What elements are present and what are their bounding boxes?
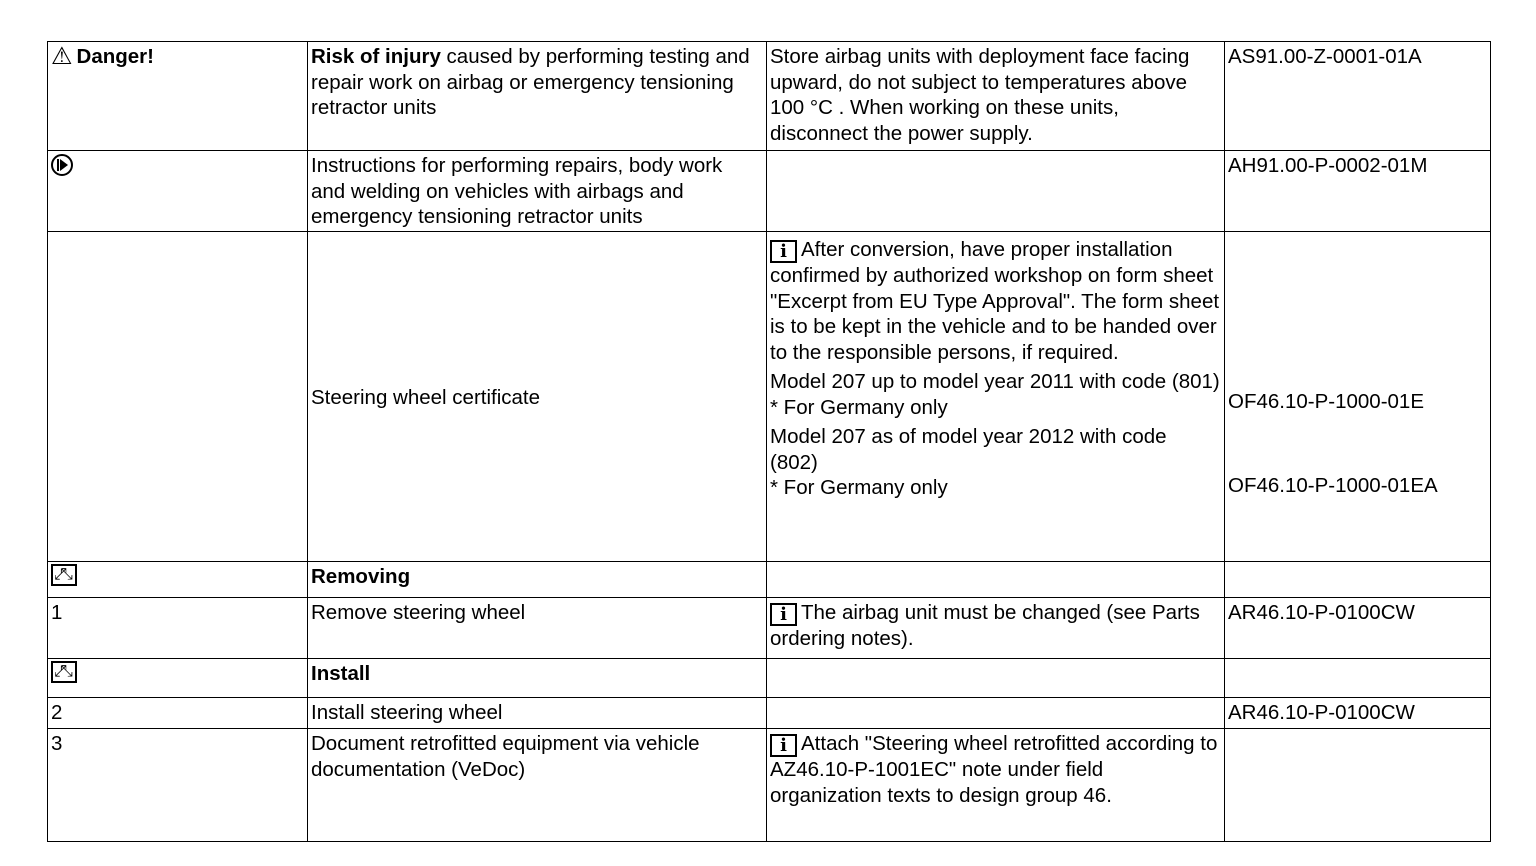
icon-cell	[48, 659, 308, 698]
certificate-label: Steering wheel certificate	[311, 386, 541, 409]
step-number-cell	[48, 729, 308, 842]
risk-bold-text: Risk of injury	[311, 45, 441, 68]
document-link[interactable]: OF46.10-P-1000-01EA	[1228, 473, 1438, 497]
step-text: Document retrofitted equipment via vehicle documentation (VeDoc)	[311, 732, 700, 781]
danger-cell	[48, 42, 308, 151]
ref-cell	[1225, 598, 1491, 659]
empty-cell	[767, 562, 1225, 598]
table-row	[48, 42, 1491, 151]
document-link[interactable]: OF46.10-P-1000-01E	[1228, 390, 1425, 413]
certificate-note: i After conversion, have proper installation confirmed by authorized workshop on form sheet "Excerpt from EU Type Approval". The form sheet is to be kept in the vehicle and to be handed over to the responsible persons, if required.	[770, 238, 1220, 364]
step-text: Install steering wheel	[311, 701, 503, 724]
instructions-text: Instructions for performing repairs, body work and welding on vehicles with airbags and emergency tensioning retractor units	[311, 154, 723, 228]
empty-cell	[767, 698, 1225, 729]
procedure-table	[47, 41, 1491, 842]
step-note: Attach "Steering wheel retrofitted according to AZ46.10-P-1001EC" note under field organization texts to design group 46.	[770, 732, 1218, 807]
empty-cell	[1225, 659, 1491, 698]
empty-cell	[1225, 562, 1491, 598]
danger-label: Danger!	[76, 45, 154, 68]
ref-cell	[1225, 698, 1491, 729]
ref-cell	[1225, 232, 1491, 562]
model-a: Model 207 up to model year 2011 with code (801)	[770, 370, 1220, 393]
table-row	[48, 698, 1491, 729]
install-heading: Install	[311, 662, 371, 685]
model-b: Model 207 as of model year 2012 with code (802)	[770, 425, 1167, 474]
icon-cell	[48, 562, 308, 598]
risk-text: caused by performing testing and repair work on airbag or emergency tensioning retractor units	[311, 45, 750, 119]
ref-cell	[1225, 42, 1491, 151]
removing-heading: Removing	[311, 565, 411, 588]
document-link[interactable]: AR46.10-P-0100CW	[1228, 701, 1415, 724]
step-text-cell	[308, 698, 767, 729]
step-note-cell	[767, 729, 1225, 842]
table-row	[48, 232, 1491, 562]
measure-cell	[767, 42, 1225, 151]
section-cell	[308, 562, 767, 598]
empty-cell	[767, 659, 1225, 698]
install-arrows-icon	[51, 661, 77, 683]
danger-measure: Store airbag units with deployment face facing upward, do not subject to temperatures above 100 °C . When working on these units, disconnect the power supply.	[770, 45, 1190, 145]
risk-cell	[308, 42, 767, 151]
step-number: 3	[51, 732, 63, 755]
instructions-cell	[308, 151, 767, 232]
table-row	[48, 151, 1491, 232]
document-link[interactable]: AH91.00-P-0002-01M	[1228, 154, 1428, 177]
ref-cell	[1225, 151, 1491, 232]
step-text: Remove steering wheel	[311, 601, 526, 624]
info-icon: i	[770, 734, 797, 757]
document-link[interactable]: AR46.10-P-0100CW	[1228, 601, 1415, 624]
info-play-icon	[51, 154, 73, 176]
germany-only-a: * For Germany only	[770, 395, 948, 419]
empty-cell	[48, 232, 308, 562]
empty-cell	[767, 151, 1225, 232]
step-number: 2	[51, 701, 63, 724]
warning-triangle-icon: ⚠	[51, 43, 73, 70]
table-row	[48, 729, 1491, 842]
document-link[interactable]: AS91.00-Z-0001-01A	[1228, 45, 1422, 68]
info-icon: i	[770, 240, 797, 263]
germany-only-b: * For Germany only	[770, 476, 948, 499]
step-number: 1	[51, 601, 63, 624]
step-text-cell	[308, 729, 767, 842]
table-row	[48, 598, 1491, 659]
section-cell	[308, 659, 767, 698]
table-row	[48, 659, 1491, 698]
step-text-cell	[308, 598, 767, 659]
step-number-cell	[48, 698, 308, 729]
certificate-notes-cell	[767, 232, 1225, 562]
empty-cell	[1225, 729, 1491, 842]
table-row	[48, 562, 1491, 598]
step-note-cell	[767, 598, 1225, 659]
certificate-cell	[308, 232, 767, 562]
info-icon: i	[770, 603, 797, 626]
step-note: The airbag unit must be changed (see Parts ordering notes).	[770, 601, 1200, 650]
removal-arrows-icon	[51, 564, 77, 586]
step-number-cell	[48, 598, 308, 659]
icon-cell	[48, 151, 308, 232]
